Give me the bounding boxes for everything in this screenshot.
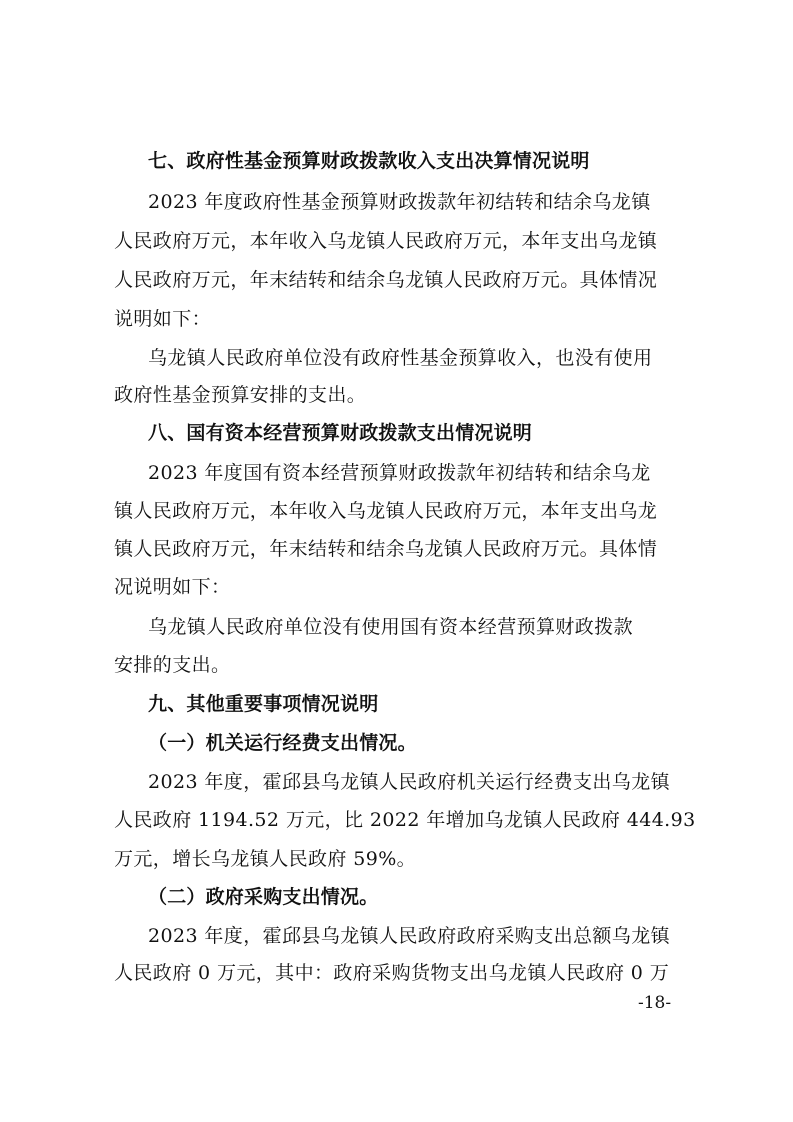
page-number: -18- [638,993,672,1013]
paragraph-line: 说明如下： [114,308,212,330]
paragraph-line: 人民政府 0 万元，其中：政府采购货物支出乌龙镇人民政府 0 万 [114,962,670,984]
section-heading-9: 九、其他重要事项情况说明 [148,693,379,715]
paragraph-line: 万元，增长乌龙镇人民政府 59%。 [114,848,417,870]
section-heading-7: 七、政府性基金预算财政拨款收入支出决算情况说明 [148,150,590,172]
paragraph-line: 镇人民政府万元，年末结转和结余乌龙镇人民政府万元。具体情 [114,538,658,560]
paragraph-line: 人民政府万元，本年收入乌龙镇人民政府万元，本年支出乌龙镇 [114,230,658,252]
paragraph-line: 2023 年度政府性基金预算财政拨款年初结转和结余乌龙镇 [148,191,651,213]
paragraph-line: 镇人民政府万元，本年收入乌龙镇人民政府万元，本年支出乌龙 [114,500,658,522]
paragraph-line: 乌龙镇人民政府单位没有政府性基金预算收入，也没有使用 [148,347,653,369]
paragraph-line: 人民政府万元，年末结转和结余乌龙镇人民政府万元。具体情况 [114,269,658,291]
paragraph-line: 人民政府 1194.52 万元，比 2022 年增加乌龙镇人民政府 444.93 [114,809,696,831]
paragraph-line: 安排的支出。 [114,654,231,676]
paragraph-line: 2023 年度，霍邱县乌龙镇人民政府机关运行经费支出乌龙镇 [148,771,670,793]
paragraph-line: 乌龙镇人民政府单位没有使用国有资本经营预算财政拨款 [148,616,634,638]
paragraph-line: 2023 年度国有资本经营预算财政拨款年初结转和结余乌龙 [148,462,651,484]
section-heading-8: 八、国有资本经营预算财政拨款支出情况说明 [148,422,533,444]
subsection-heading-2: （二）政府采购支出情况。 [148,886,379,908]
paragraph-line: 况说明如下： [114,576,231,598]
paragraph-line: 2023 年度，霍邱县乌龙镇人民政府政府采购支出总额乌龙镇 [148,925,670,947]
paragraph-line: 政府性基金预算安排的支出。 [114,384,367,406]
subsection-heading-1: （一）机关运行经费支出情况。 [148,732,417,754]
